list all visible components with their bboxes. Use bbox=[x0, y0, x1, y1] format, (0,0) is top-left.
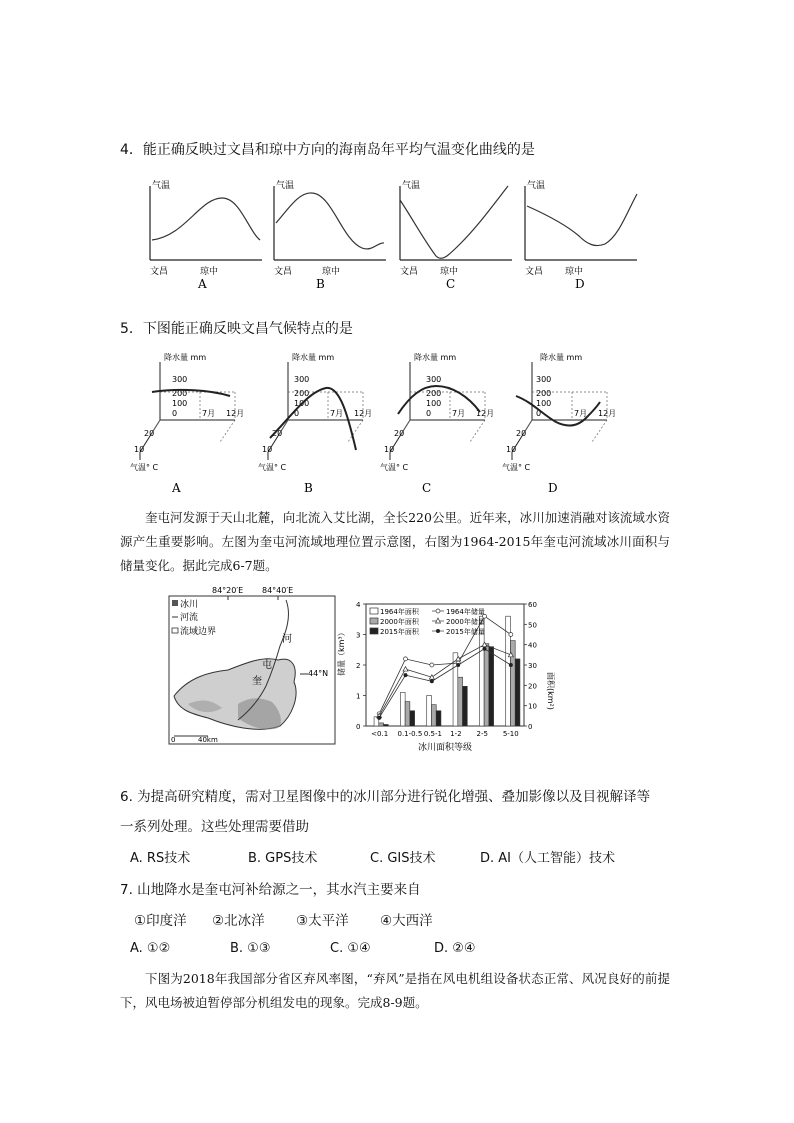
svg-text:7月: 7月 bbox=[574, 409, 588, 418]
legend-boundary: 流域边界 bbox=[180, 627, 217, 637]
svg-text:200: 200 bbox=[426, 389, 442, 398]
q5-d-curve bbox=[516, 396, 600, 425]
q6-stem-1: 6. 为提高研究精度，需对卫星图像中的冰川部分进行锐化增强、叠加影像以及目视解译等 bbox=[120, 789, 651, 805]
legend-2000-storage: 2000年储量 bbox=[446, 618, 485, 626]
bar bbox=[410, 711, 415, 726]
legend-glacier-swatch bbox=[172, 600, 178, 606]
q4-charts bbox=[140, 178, 645, 293]
y-tick-label: 4 bbox=[356, 601, 361, 609]
q7-item-1: ①印度洋 bbox=[134, 913, 187, 929]
q5-chart-c bbox=[380, 352, 494, 495]
q5-b-letter: B bbox=[304, 481, 313, 495]
q5-a-curve bbox=[152, 390, 230, 396]
q5-chart-a bbox=[130, 352, 244, 495]
point bbox=[377, 716, 381, 720]
bar bbox=[384, 724, 389, 726]
q5-c-letter: C bbox=[422, 481, 432, 495]
svg-text:300: 300 bbox=[172, 375, 188, 384]
q4-c-ylabel: 气温 bbox=[402, 181, 421, 191]
svg-text:20: 20 bbox=[144, 429, 155, 438]
q4-stem: 4．能正确反映过文昌和琼中方向的海南岛年平均气温变化曲线的是 bbox=[120, 142, 535, 158]
svg-text:300: 300 bbox=[536, 375, 552, 384]
legend-river: 河流 bbox=[180, 613, 199, 623]
q4-c-x-mid: 琼中 bbox=[440, 267, 459, 277]
point bbox=[430, 679, 434, 683]
svg-text:气温° C: 气温° C bbox=[502, 463, 531, 472]
q6-option-b[interactable]: B. GPS技术 bbox=[248, 851, 318, 866]
svg-text:12月: 12月 bbox=[226, 409, 245, 418]
y-tick-label: 1 bbox=[356, 692, 361, 701]
svg-text:100: 100 bbox=[172, 399, 188, 408]
x-tick-label: <0.1 bbox=[371, 730, 389, 738]
y-right-tick-label: 10 bbox=[528, 702, 537, 711]
bar bbox=[484, 644, 489, 726]
svg-text:100: 100 bbox=[426, 399, 442, 408]
q5-d-letter: D bbox=[548, 481, 558, 495]
svg-text:7月: 7月 bbox=[452, 409, 466, 418]
q5-charts bbox=[130, 352, 620, 502]
q6-option-a[interactable]: A. RS技术 bbox=[130, 851, 191, 866]
svg-text:12月: 12月 bbox=[354, 409, 373, 418]
y-tick-label: 3 bbox=[356, 631, 361, 640]
svg-text:300: 300 bbox=[294, 375, 310, 384]
q7-item-4: ④大西洋 bbox=[380, 913, 433, 929]
y-right-tick-label: 40 bbox=[528, 641, 537, 650]
bar bbox=[405, 702, 410, 726]
legend-2015-area: 2015年面积 bbox=[380, 628, 419, 636]
chart-xlabel: 冰川面积等级 bbox=[418, 743, 473, 753]
y-tick-label: 2 bbox=[356, 662, 361, 670]
legend-glacier: 冰川 bbox=[180, 600, 199, 610]
svg-text:降水量 mm: 降水量 mm bbox=[414, 353, 457, 362]
q4-d-x-mid: 琼中 bbox=[565, 267, 584, 277]
svg-text:降水量 mm: 降水量 mm bbox=[292, 353, 335, 362]
q4-b-x-left: 文昌 bbox=[274, 267, 293, 277]
chart-ylabel-right: 面积(km²) bbox=[546, 672, 555, 710]
q5-chart-d bbox=[502, 352, 616, 495]
legend-2000-area: 2000年面积 bbox=[380, 618, 419, 626]
svg-text:10: 10 bbox=[384, 445, 395, 454]
svg-text:300: 300 bbox=[426, 375, 442, 384]
bar bbox=[458, 677, 463, 726]
map-lon1: 84°20′E bbox=[212, 586, 244, 595]
point bbox=[509, 633, 513, 637]
q4-d-ylabel: 气温 bbox=[527, 181, 546, 191]
svg-text:200: 200 bbox=[536, 389, 552, 398]
legend-2015-storage: 2015年储量 bbox=[446, 628, 485, 636]
q4-chart-a bbox=[150, 179, 262, 291]
legend-1964-area: 1964年面积 bbox=[380, 608, 419, 616]
glacier-chart bbox=[336, 596, 555, 756]
q6-option-c[interactable]: C. GIS技术 bbox=[370, 851, 436, 866]
svg-text:100: 100 bbox=[294, 399, 310, 408]
svg-text:20: 20 bbox=[394, 429, 405, 438]
q4-b-x-mid: 琼中 bbox=[322, 267, 341, 277]
q4-chart-d bbox=[525, 179, 637, 291]
point bbox=[403, 667, 408, 672]
q4-b-letter: B bbox=[316, 277, 325, 291]
map-lon2: 84°40′E bbox=[262, 586, 294, 595]
svg-text:奎: 奎 bbox=[252, 676, 262, 687]
x-tick-label: 5-10 bbox=[502, 730, 519, 738]
q4-c-letter: C bbox=[446, 277, 456, 291]
svg-text:气温° C: 气温° C bbox=[130, 463, 159, 472]
svg-text:0: 0 bbox=[294, 409, 300, 418]
q6-option-d[interactable]: D. AI（人工智能）技术 bbox=[480, 851, 616, 866]
svg-text:气温° C: 气温° C bbox=[258, 463, 287, 472]
svg-text:降水量 mm: 降水量 mm bbox=[540, 353, 583, 362]
point bbox=[483, 647, 487, 651]
svg-text:7月: 7月 bbox=[330, 409, 344, 418]
bar bbox=[400, 692, 405, 726]
point bbox=[404, 673, 408, 677]
svg-text:10: 10 bbox=[262, 445, 273, 454]
point bbox=[509, 663, 513, 667]
bar bbox=[489, 647, 494, 726]
svg-text:10: 10 bbox=[506, 445, 517, 454]
svg-text:气温° C: 气温° C bbox=[380, 463, 409, 472]
point bbox=[456, 663, 460, 667]
y-right-tick-label: 20 bbox=[528, 682, 537, 691]
bar bbox=[463, 686, 468, 726]
passage-wind: 下图为2018年我国部分省区弃风率图，“弃风”是指在风电机组设备状态正常、风况良好的前提下，风电场被迫暂停部分机组发电的现象。完成8-9题。 bbox=[120, 971, 670, 1010]
x-tick-label: 2-5 bbox=[476, 730, 488, 738]
q5-b-curve bbox=[270, 388, 356, 450]
q4-a-curve bbox=[152, 198, 260, 240]
svg-text:20: 20 bbox=[272, 429, 283, 438]
bar bbox=[431, 705, 436, 726]
q7-item-3: ③太平洋 bbox=[296, 913, 349, 929]
q4-d-letter: D bbox=[575, 277, 585, 291]
q4-b-ylabel: 气温 bbox=[276, 181, 295, 191]
bar bbox=[427, 696, 432, 727]
q7-item-2: ②北冰洋 bbox=[212, 913, 265, 929]
q4-chart-c bbox=[400, 179, 512, 291]
q7-option-a[interactable]: A. ①② bbox=[130, 941, 171, 956]
map-lat: 44°N bbox=[308, 669, 329, 678]
q4-a-x-mid: 琼中 bbox=[200, 267, 219, 277]
q7-option-c[interactable]: C. ①④ bbox=[330, 941, 371, 956]
y-right-tick-label: 0 bbox=[528, 723, 533, 731]
q4-a-letter: A bbox=[198, 277, 207, 291]
q5-chart-b bbox=[258, 352, 372, 495]
svg-text:河: 河 bbox=[282, 634, 292, 645]
svg-text:20: 20 bbox=[516, 429, 527, 438]
point bbox=[430, 663, 434, 667]
bar bbox=[436, 711, 441, 726]
q6-stem-2: 一系列处理。这些处理需要借助 bbox=[120, 819, 309, 835]
y-right-tick-label: 60 bbox=[528, 601, 537, 609]
legend-1964-storage: 1964年储量 bbox=[446, 608, 485, 616]
q4-a-ylabel: 气温 bbox=[152, 181, 171, 191]
point bbox=[404, 657, 408, 661]
chart-legend bbox=[370, 607, 485, 636]
svg-text:200: 200 bbox=[172, 389, 188, 398]
svg-text:200: 200 bbox=[294, 389, 310, 398]
q5-stem: 5．下图能正确反映文昌气候特点的是 bbox=[120, 321, 353, 337]
x-tick-label: 1-2 bbox=[450, 730, 462, 738]
svg-text:屯: 屯 bbox=[262, 660, 272, 671]
q4-c-x-left: 文昌 bbox=[400, 267, 419, 277]
svg-text:40km: 40km bbox=[198, 736, 218, 744]
q7-option-d[interactable]: D. ②④ bbox=[434, 941, 476, 956]
y-right-tick-label: 30 bbox=[528, 662, 537, 670]
svg-text:100: 100 bbox=[536, 399, 552, 408]
q4-d-x-left: 文昌 bbox=[525, 267, 544, 277]
bar bbox=[379, 723, 384, 726]
svg-text:0: 0 bbox=[536, 409, 542, 418]
kuitun-map bbox=[168, 586, 338, 746]
q7-stem: 7. 山地降水是奎屯河补给源之一，其水汽主要来自 bbox=[120, 882, 421, 898]
q4-chart-b bbox=[274, 179, 386, 291]
svg-text:0: 0 bbox=[171, 736, 176, 744]
svg-text:12月: 12月 bbox=[476, 409, 495, 418]
svg-text:0: 0 bbox=[172, 409, 178, 418]
y-right-tick-label: 50 bbox=[528, 621, 537, 630]
q4-a-x-left: 文昌 bbox=[150, 267, 169, 277]
svg-text:7月: 7月 bbox=[202, 409, 216, 418]
svg-text:0: 0 bbox=[426, 409, 432, 418]
passage-kuitun: 奎屯河发源于天山北麓，向北流入艾比湖，全长220公里。近年来，冰川加速消融对该流域水资源产生重要影响。左图为奎屯河流域地理位置示意图，右图为1964-2015年奎屯河流域冰川面积与储量变化。据此完成6-7题。 bbox=[120, 510, 670, 573]
y-tick-label: 0 bbox=[356, 723, 361, 731]
q5-a-letter: A bbox=[172, 481, 181, 495]
x-tick-label: 0.5-1 bbox=[423, 730, 442, 738]
x-tick-label: 0.1-0.5 bbox=[397, 730, 423, 738]
q4-b-curve bbox=[276, 193, 384, 249]
svg-text:10: 10 bbox=[134, 445, 145, 454]
chart-ylabel: 储量（km³） bbox=[337, 628, 346, 676]
q4-c-curve bbox=[400, 186, 508, 258]
svg-text:12月: 12月 bbox=[598, 409, 617, 418]
q4-d-curve bbox=[527, 194, 637, 246]
q5-a-rainlabel: 降水量 mm bbox=[164, 353, 207, 362]
bar bbox=[515, 659, 520, 726]
q7-option-b[interactable]: B. ①③ bbox=[230, 941, 271, 956]
